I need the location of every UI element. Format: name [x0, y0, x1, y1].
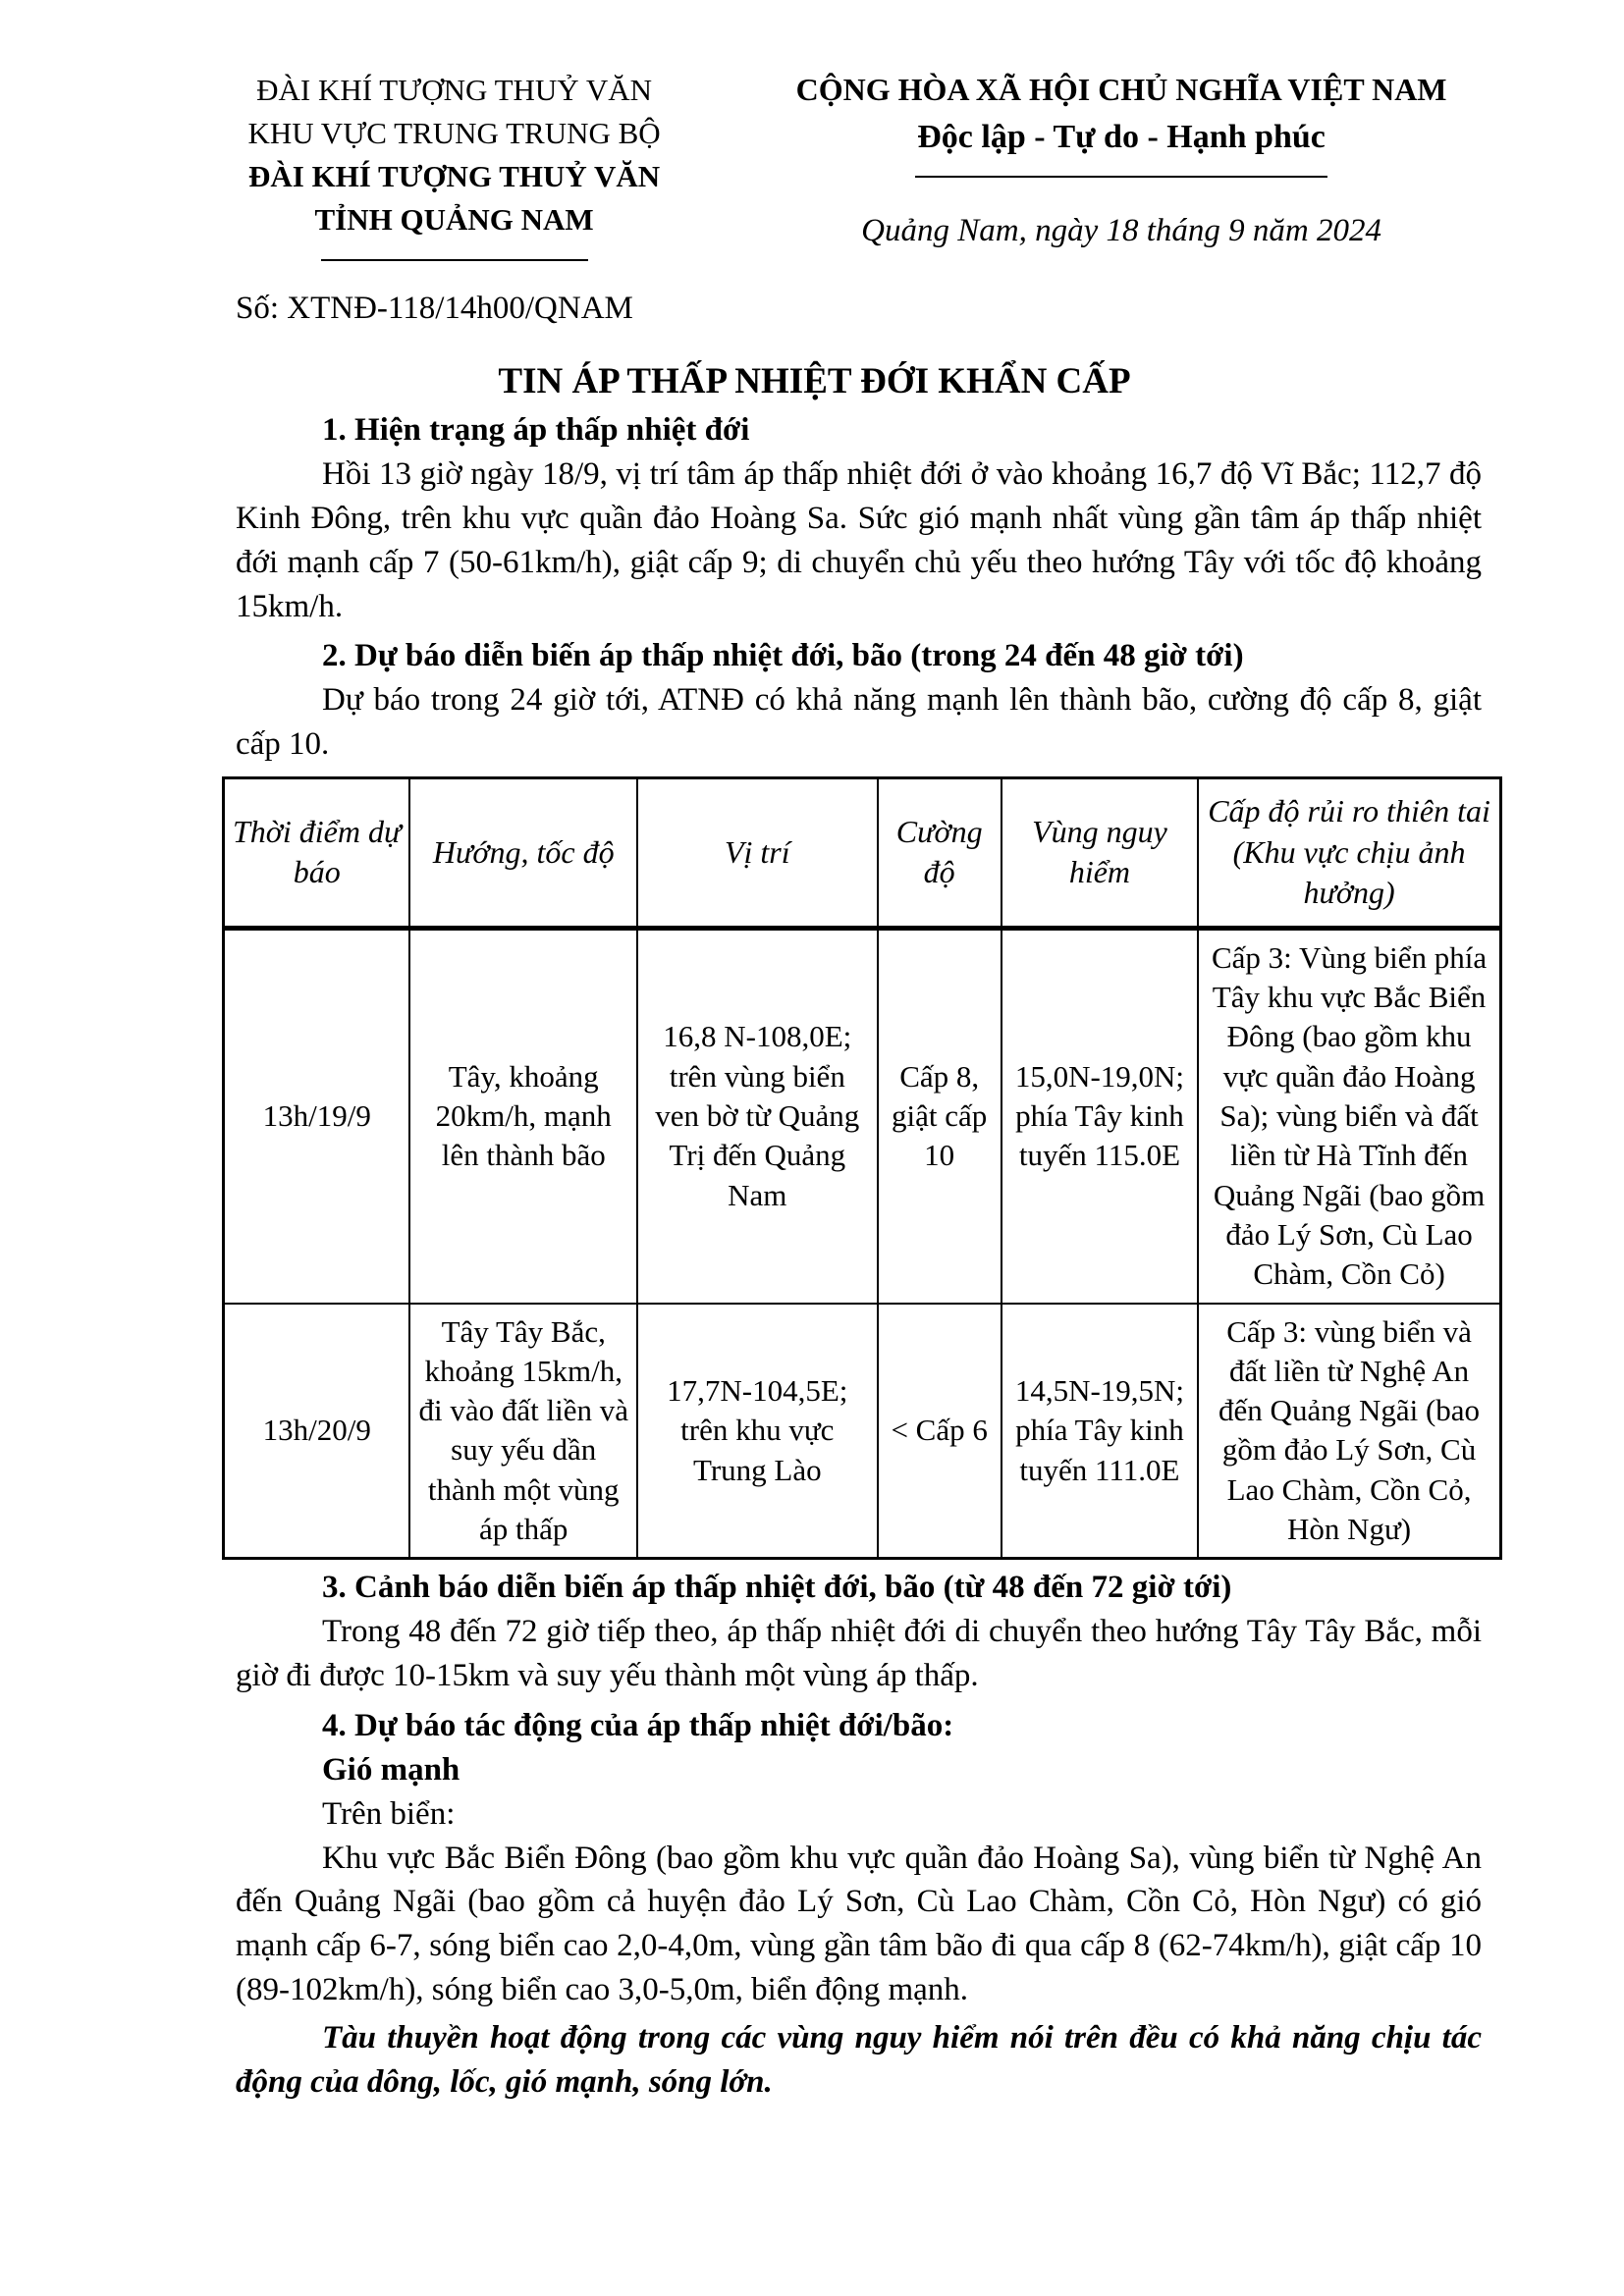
cell-position: 17,7N-104,5E; trên khu vực Trung Lào: [637, 1304, 878, 1559]
vessel-warning-paragraph: Tàu thuyền hoạt động trong các vùng nguy hiểm nói trên đều có khả năng chịu tác động của dông, lốc, gió mạnh, sóng lớn.: [236, 2020, 1482, 2100]
section-4-paragraph: Khu vực Bắc Biển Đông (bao gồm khu vực quần đảo Hoàng Sa), vùng biển từ Nghệ An đến Quảng Ngãi (bao gồm cả huyện đảo Lý Sơn, Cù Lao Chàm, Cồn Cỏ, Hòn Ngư) có gió mạnh cấp 6-7, sóng biển cao 2,0-4,0m, vùng gần tâm bão đi qua cấp 8 (62-74km/h), giật cấp 10 (89-102km/h), sóng biển cao 3,0-5,0m, biển động mạnh.: [236, 1840, 1482, 2008]
agency-divider-line: [321, 259, 588, 261]
section-3-heading: 3. Cảnh báo diễn biến áp thấp nhiệt đới, bão (từ 48 đến 72 giờ tới): [322, 1570, 1232, 1606]
cell-intensity: < Cấp 6: [878, 1304, 1001, 1559]
section-4-heading: 4. Dự báo tác động của áp thấp nhiệt đới/bão:: [322, 1707, 954, 1743]
section-1-paragraph: Hồi 13 giờ ngày 18/9, vị trí tâm áp thấp nhiệt đới ở vào khoảng 16,7 độ Vĩ Bắc; 112,7 độ Kinh Đông, trên khu vực quần đảo Hoàng Sa. Sức gió mạnh nhất vùng gần tâm áp thấp nhiệt đới mạnh cấp 7 (50-61km/h), giật cấp 9; di chuyển chủ yếu theo hướng Tây với tốc độ khoảng 15km/h.: [236, 455, 1482, 624]
section-2-paragraph: Dự báo trong 24 giờ tới, ATNĐ có khả năng mạnh lên thành bão, cường độ cấp 8, giật cấp 10.: [236, 682, 1482, 763]
cell-intensity: Cấp 8, giật cấp 10: [878, 928, 1001, 1303]
motto-divider-line: [915, 176, 1327, 178]
national-motto: Độc lập - Tự do - Hạnh phúc: [917, 119, 1326, 156]
section-3-paragraph: Trong 48 đến 72 giờ tiếp theo, áp thấp nhiệt đới di chuyển theo hướng Tây Tây Bắc, mỗi giờ đi được 10-15km và suy yếu thành một vùng áp thấp.: [236, 1614, 1482, 1694]
agency-line-1: ĐÀI KHÍ TƯỢNG THUỶ VĂN: [256, 73, 653, 107]
col-header-intensity: Cường độ: [878, 778, 1001, 929]
section-4-subheading-wind: Gió mạnh: [322, 1751, 460, 1788]
cell-time: 13h/19/9: [224, 928, 410, 1303]
section-1-heading: 1. Hiện trạng áp thấp nhiệt đới: [322, 412, 750, 449]
agency-line-3: ĐÀI KHÍ TƯỢNG THUỶ VĂN: [247, 159, 661, 194]
cell-position: 16,8 N-108,0E; trên vùng biển ven bờ từ Quảng Trị đến Quảng Nam: [637, 928, 878, 1303]
cell-time: 13h/20/9: [224, 1304, 410, 1559]
cell-risk-level: Cấp 3: Vùng biển phía Tây khu vực Bắc Biển Đông (bao gồm khu vực quần đảo Hoàng Sa); vùng biển và đất liền từ Hà Tĩnh đến Quảng Ngãi (bao gồm đảo Lý Sơn, Cù Lao Chàm, Cồn Cỏ): [1198, 928, 1500, 1303]
national-heading-block: [761, 69, 1482, 249]
table-row: [224, 928, 1501, 1303]
cell-danger-zone: 14,5N-19,5N; phía Tây kinh tuyến 111.0E: [1001, 1304, 1198, 1559]
table-header-row: [224, 778, 1501, 929]
table-row: [224, 1304, 1501, 1559]
col-header-forecast-time: Thời điểm dự báo: [224, 778, 410, 929]
forecast-table: [222, 776, 1502, 1560]
national-title: CỘNG HÒA XÃ HỘI CHỦ NGHĨA VIỆT NAM: [795, 72, 1447, 107]
date-line: Quảng Nam, ngày 18 tháng 9 năm 2024: [861, 213, 1381, 249]
document-header: [147, 69, 1482, 261]
section-4-label-at-sea: Trên biển:: [322, 1795, 456, 1832]
document-title: TIN ÁP THẤP NHIỆT ĐỚI KHẨN CẤP: [498, 361, 1131, 402]
cell-danger-zone: 15,0N-19,0N; phía Tây kinh tuyến 115.0E: [1001, 928, 1198, 1303]
cell-risk-level: Cấp 3: vùng biển và đất liền từ Nghệ An đến Quảng Ngãi (bao gồm đảo Lý Sơn, Cù Lao Chàm, Cồn Cỏ, Hòn Ngư): [1198, 1304, 1500, 1559]
document-number: Số: XTNĐ-118/14h00/QNAM: [236, 291, 633, 327]
col-header-risk-level: Cấp độ rủi ro thiên tai (Khu vực chịu ảnh hưởng): [1198, 778, 1500, 929]
agency-line-4: TỈNH QUẢNG NAM: [314, 202, 594, 238]
agency-line-2: KHU VỰC TRUNG TRUNG BỘ: [247, 116, 661, 151]
col-header-position: Vị trí: [637, 778, 878, 929]
section-2-heading: 2. Dự báo diễn biến áp thấp nhiệt đới, bão (trong 24 đến 48 giờ tới): [322, 638, 1244, 674]
col-header-direction-speed: Hướng, tốc độ: [409, 778, 637, 929]
col-header-danger-zone: Vùng nguy hiểm: [1001, 778, 1198, 929]
cell-direction-speed: Tây, khoảng 20km/h, mạnh lên thành bão: [409, 928, 637, 1303]
issuing-agency-block: [147, 69, 761, 261]
cell-direction-speed: Tây Tây Bắc, khoảng 15km/h, đi vào đất liền và suy yếu dần thành một vùng áp thấp: [409, 1304, 637, 1559]
